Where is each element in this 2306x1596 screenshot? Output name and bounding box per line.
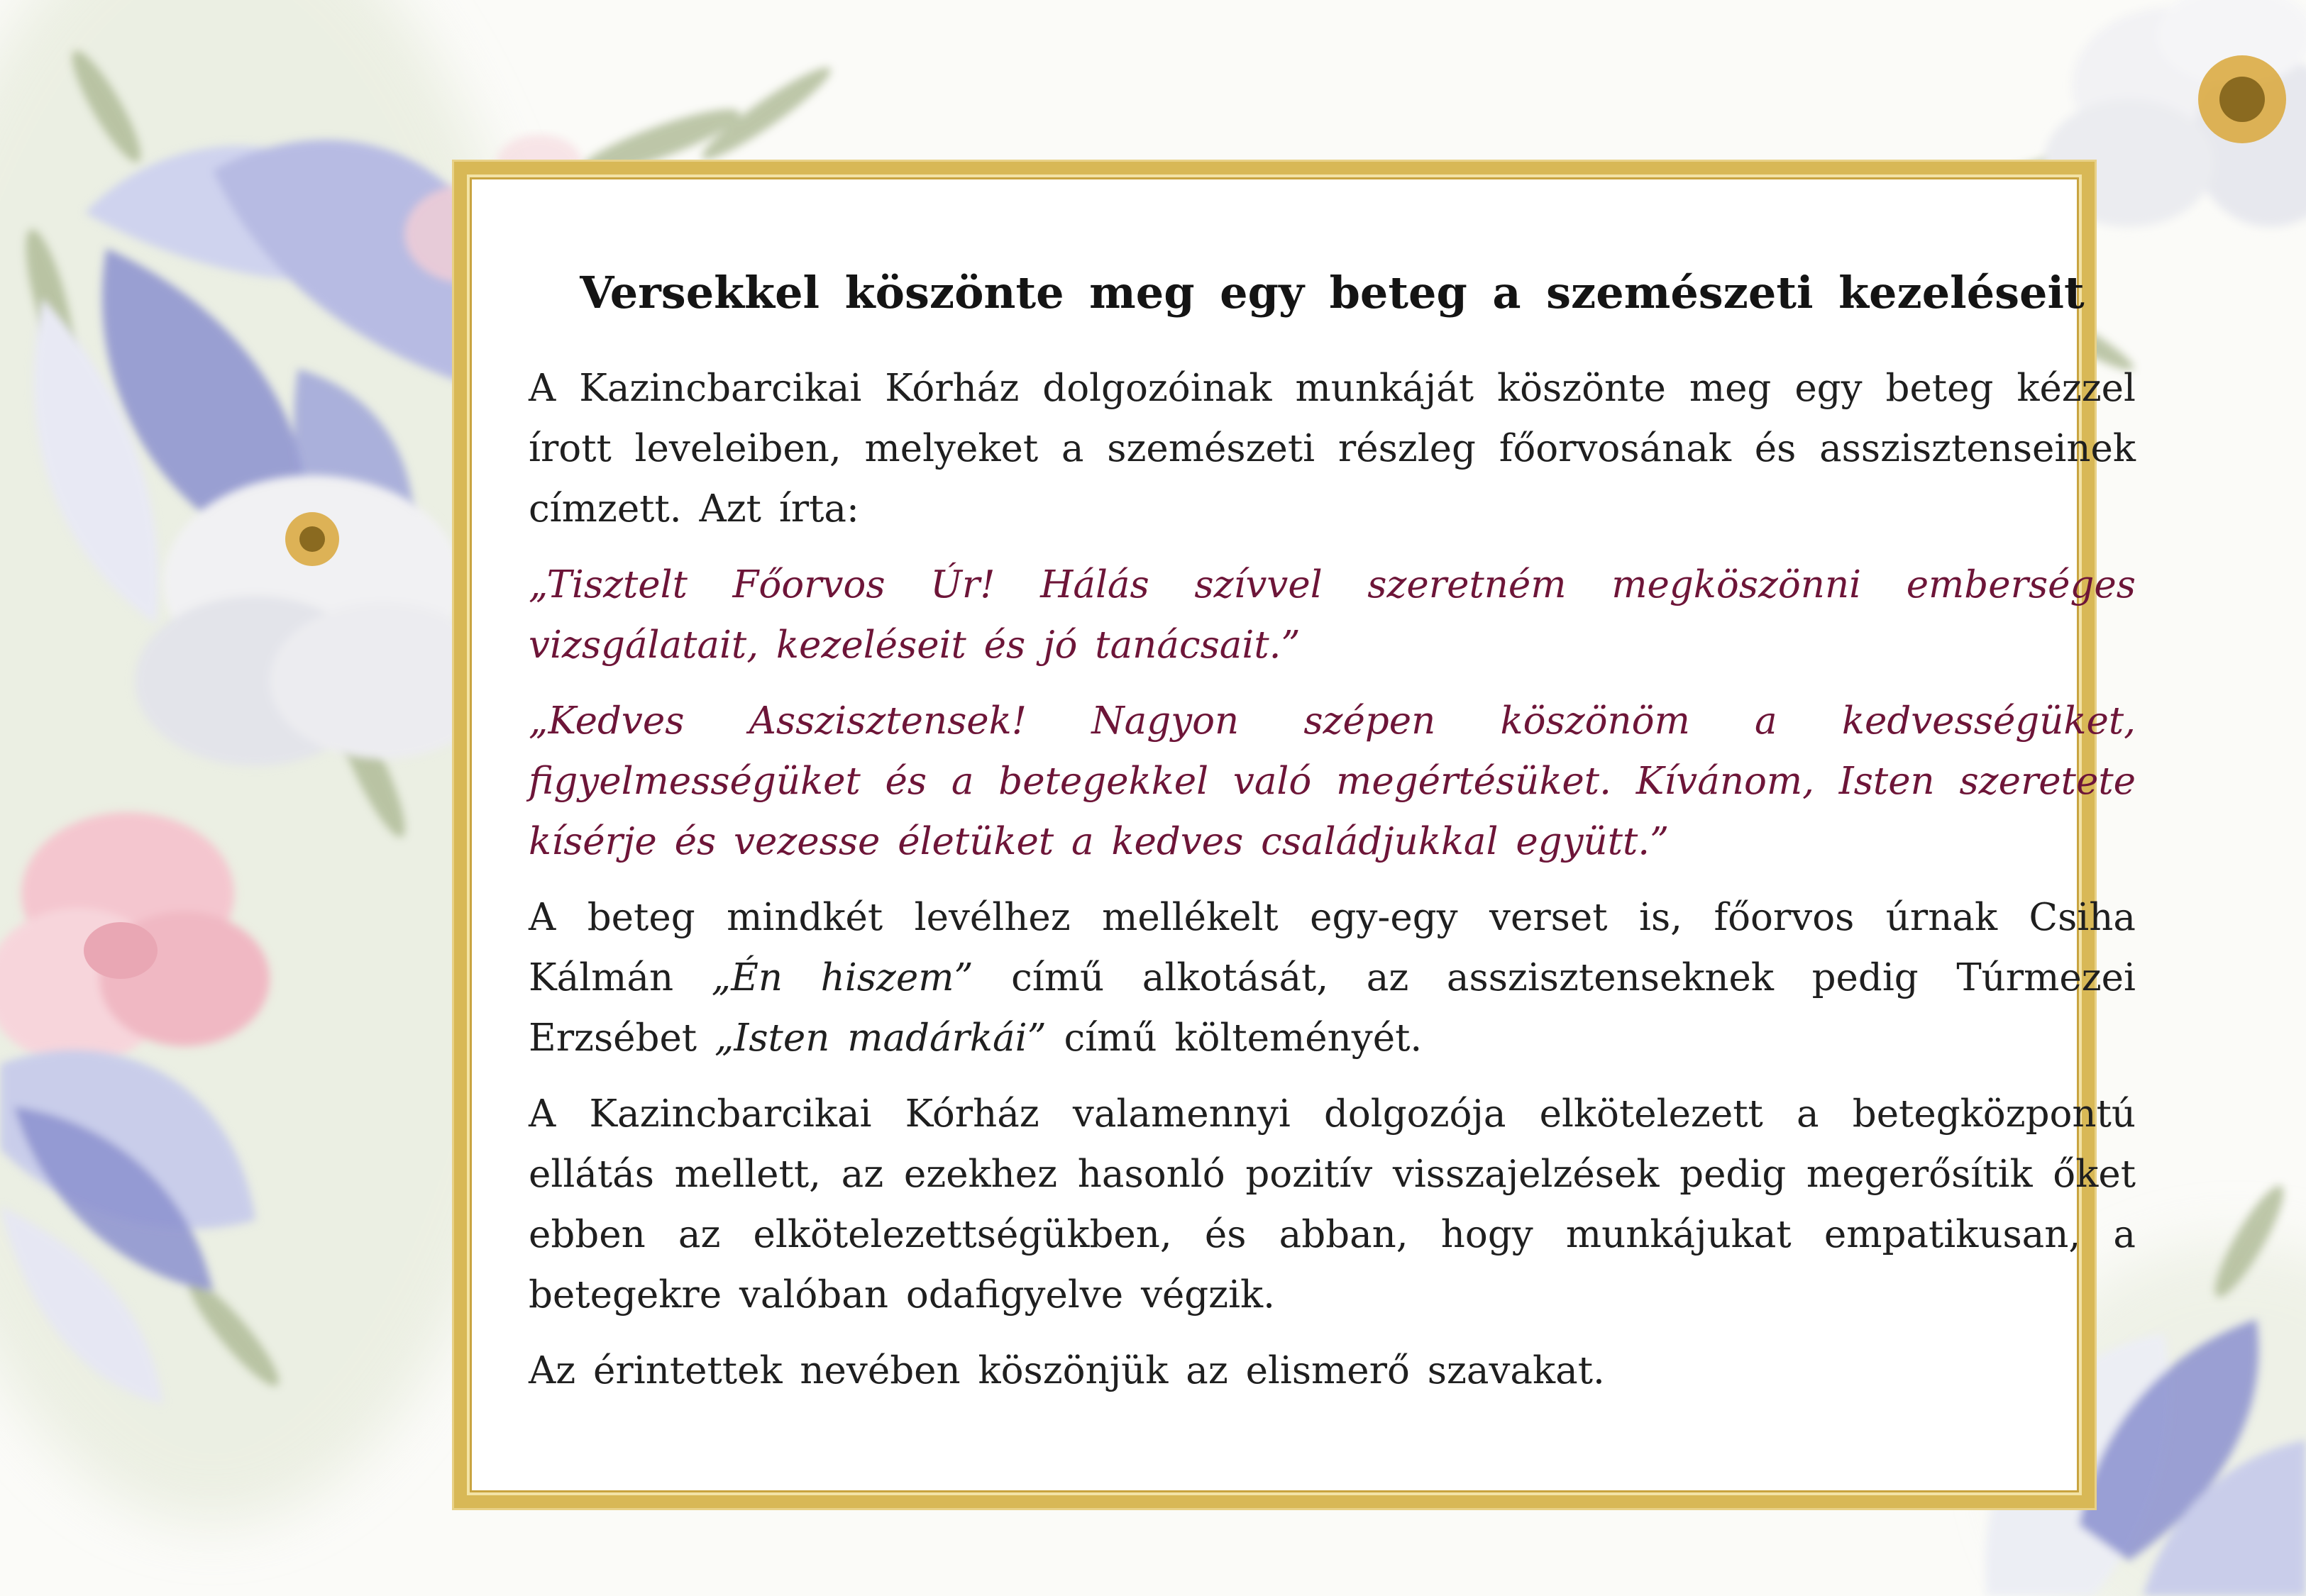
poems-text-3: című költeményét.	[1046, 1016, 1423, 1060]
poem-title-1: „Én hiszem”	[711, 956, 973, 999]
poems-text-2: című alkotását, az asszisztenseknek pedig Túrmezei Erzsébet	[529, 956, 2136, 1060]
quote-assistants: „Kedves Asszisztensek! Nagyon szépen köszönöm a kedvességüket, figyelmességüket és a betegekkel való megértésüket. Kívánom, Isten szeretete kísérje és vezesse életüket a kedves családjukkal együtt.”	[529, 699, 2136, 863]
article	[529, 262, 2136, 1417]
closing-paragraph: Az érintettek nevében köszönjük az elismerő szavakat.	[529, 1349, 1605, 1392]
poem-title-2: „Isten madárkái”	[714, 1016, 1047, 1060]
quote-chief-physician: „Tisztelt Főorvos Úr! Hálás szívvel szeretném megköszönni emberséges vizsgálatait, kezeléseit és jó tanácsait.”	[529, 563, 2136, 667]
poems-paragraph	[529, 887, 2136, 1068]
article-title: Versekkel köszönte meg egy beteg a szemészeti kezeléseit	[580, 267, 2085, 318]
intro-paragraph: A Kazincbarcikai Kórház dolgozóinak munkáját köszönte meg egy beteg kézzel írott leveleiben, melyeket a szemészeti részleg főorvosának és asszisztenseinek címzett. Azt írta:	[529, 367, 2136, 531]
commitment-paragraph: A Kazincbarcikai Kórház valamennyi dolgozója elkötelezett a betegközpontú ellátás mellett, az ezekhez hasonló pozitív visszajelzések pedig megerősítik őket ebben az elkötelezettségükben, és abban, hogy munkájukat empatikusan, a betegekre valóban odafigyelve végzik.	[529, 1092, 2136, 1317]
poems-text-1: A beteg mindkét levélhez mellékelt egy-egy verset is, főorvos úrnak Csiha Kálmán	[529, 896, 2136, 999]
